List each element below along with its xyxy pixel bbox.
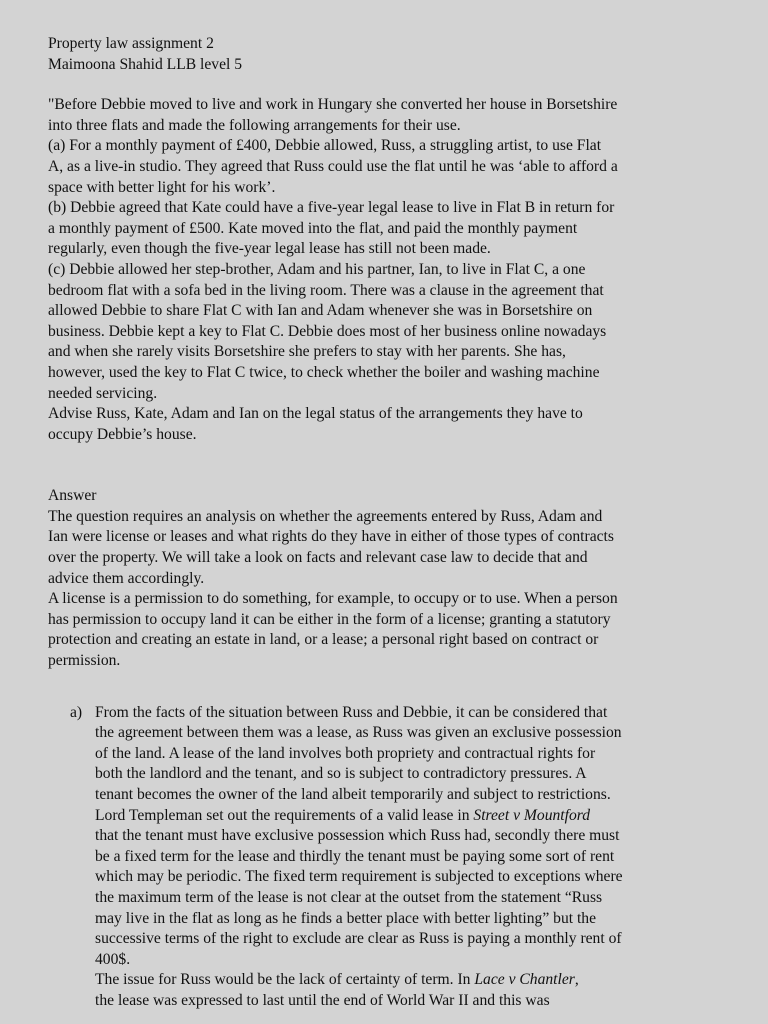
item-line: of the land. A lease of the land involves both propriety and contractual rights for <box>95 744 596 762</box>
item-line: tenant becomes the owner of the land albeit temporarily and subject to restrictions. <box>95 786 611 803</box>
item-line: may live in the flat as long as he finds a better place with better lighting” but the <box>95 909 597 927</box>
author-line: Maimoona Shahid LLB level 5 <box>48 55 243 73</box>
answer-line: protection and creating an estate in land, or a lease; a personal right based on contract or <box>48 631 599 649</box>
item-line: successive terms of the right to exclude are clear as Russ is paying a monthly rent of <box>95 930 622 948</box>
issue-text: The issue for Russ would be the lack of certainty of term. In <box>95 971 475 989</box>
item-line: which may be periodic. The fixed term requirement is subjected to exceptions where <box>95 868 623 886</box>
question-line: business. Debbie kept a key to Flat C. Debbie does most of her business online nowadays <box>48 322 607 340</box>
answer-line: advice them accordingly. <box>48 569 205 587</box>
question-line: occupy Debbie’s house. <box>48 425 197 443</box>
question-line: into three flats and made the following arrangements for their use. <box>48 116 461 134</box>
templeman-text: Lord Templeman set out the requirements of a valid lease in <box>95 806 474 824</box>
question-line: bedroom flat with a sofa bed in the living room. There was a clause in the agreement that <box>48 281 604 299</box>
list-marker: a) <box>70 703 83 721</box>
question-line: (b) Debbie agreed that Kate could have a five-year legal lease to live in Flat B in return for <box>48 199 615 217</box>
question-line: (c) Debbie allowed her step-brother, Adam and his partner, Ian, to live in Flat C, a one <box>48 260 586 278</box>
item-line: From the facts of the situation between Russ and Debbie, it can be considered that <box>95 703 608 721</box>
item-line: the lease was expressed to last until the end of World War II and this was <box>95 991 550 1009</box>
list-item-a <box>48 703 728 1012</box>
case-citation: Lace v Chantler <box>474 971 575 989</box>
answer-heading: Answer <box>48 487 97 505</box>
question-line: needed servicing. <box>48 384 158 402</box>
question-block <box>48 95 728 445</box>
answer-line: over the property. We will take a look on facts and relevant case law to decide that and <box>48 549 588 567</box>
item-line: that the tenant must have exclusive possession which Russ had, secondly there must <box>95 827 620 845</box>
item-line: be a fixed term for the lease and thirdly the tenant must be paying some sort of rent <box>95 847 615 865</box>
item-line <box>95 806 728 827</box>
header <box>48 34 728 75</box>
question-line: and when she rarely visits Borsetshire she prefers to stay with her parents. She has, <box>48 343 566 361</box>
case-citation: Street v Mountford <box>473 806 591 824</box>
item-line: the maximum term of the lease is not clear at the outset from the statement “Russ <box>95 888 603 906</box>
answer-line: The question requires an analysis on whether the agreements entered by Russ, Adam and <box>48 507 603 525</box>
question-line: A, as a live-in studio. They agreed that Russ could use the flat until he was ‘able to afford a <box>48 157 618 175</box>
question-line: Advise Russ, Kate, Adam and Ian on the legal status of the arrangements they have to <box>48 405 583 423</box>
issue-suffix: , <box>574 971 579 989</box>
question-line: (a) For a monthly payment of £400, Debbie allowed, Russ, a struggling artist, to use Flat <box>48 137 602 155</box>
question-line: space with better light for his work’. <box>48 178 276 196</box>
assignment-title: Property law assignment 2 <box>48 35 214 52</box>
answer-line: permission. <box>48 652 121 670</box>
item-line: the agreement between them was a lease, as Russ was given an exclusive possession <box>95 724 622 742</box>
answer-line: A license is a permission to do something, for example, to occupy or to use. When a person <box>48 590 618 608</box>
item-line: both the landlord and the tenant, and so is subject to contradictory pressures. A <box>95 765 587 783</box>
item-line <box>95 970 728 991</box>
question-line: "Before Debbie moved to live and work in Hungary she converted her house in Borsetshire <box>48 96 618 114</box>
answer-block <box>48 486 728 671</box>
question-line: however, used the key to Flat C twice, to check whether the boiler and washing machine <box>48 363 600 381</box>
question-line: regularly, even though the five-year legal lease has still not been made. <box>48 240 491 258</box>
question-line: a monthly payment of £500. Kate moved into the flat, and paid the monthly payment <box>48 219 578 237</box>
answer-line: Ian were license or leases and what rights do they have in either of those types of contracts <box>48 528 614 546</box>
answer-line: has permission to occupy land it can be either in the form of a license; granting a statutory <box>48 610 611 628</box>
item-line: 400$. <box>95 950 131 968</box>
question-line: allowed Debbie to share Flat C with Ian and Adam whenever she was in Borsetshire on <box>48 302 593 320</box>
